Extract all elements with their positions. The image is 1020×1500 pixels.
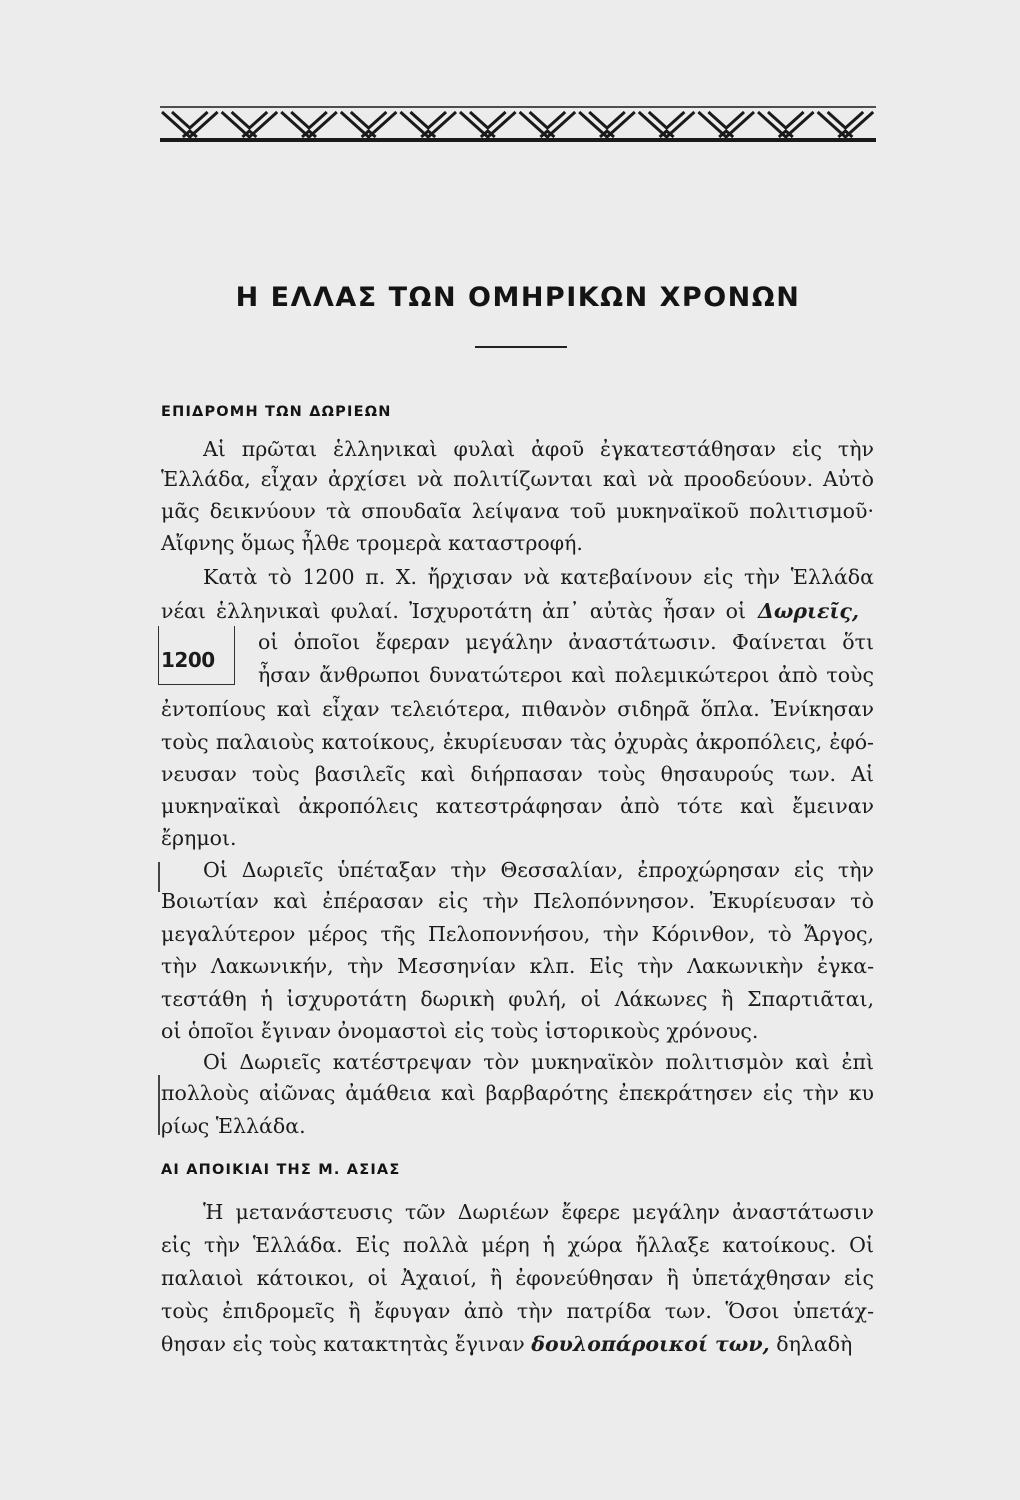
- emphasis-dorians: Δωριεῖς,: [758, 599, 859, 623]
- text-line: μυκηναϊκαὶ ἀκροπόλεις κατεστράφησαν ἀπὸ τότε καὶ ἔμειναν: [161, 794, 874, 818]
- ornament-motif: [639, 112, 695, 137]
- text-line: τὴν Λακωνικήν, τὴν Μεσσηνίαν κλπ. Εἰς τὴν Λακωνικὴν ἐγκα-: [161, 954, 874, 978]
- margin-bar: [158, 862, 160, 892]
- text-line: τοὺς ἐπιδρομεῖς ἢ ἔφυγαν ἀπὸ τὴν πατρίδα των. Ὅσοι ὑπετάχ-: [161, 1299, 874, 1323]
- ornament-motif: [460, 112, 516, 137]
- ornament-motif: [222, 112, 278, 137]
- text-line: ἦσαν ἄνθρωποι δυνατώτεροι καὶ πολεμικώτεροι ἀπὸ τοὺς: [258, 663, 874, 687]
- text-line: μᾶς δεικνύουν τὰ σπουδαῖα λείψανα τοῦ μυκηναϊκοῦ πολιτισμοῦ·: [161, 499, 874, 523]
- ornament-motif: [400, 112, 456, 137]
- ornament-motif: [281, 112, 337, 137]
- margin-bar: [158, 1075, 160, 1135]
- page-title: Η ΕΛΛΑΣ ΤΩΝ ΟΜΗΡΙΚΩΝ ΧΡΟΝΩΝ: [235, 282, 801, 313]
- text-line: μεγαλύτερον μέρος τῆς Πελοποννήσου, τὴν Κόρινθον, τὸ Ἄργος,: [161, 922, 874, 946]
- ornament-motif: [341, 112, 397, 137]
- ornament-motif: [758, 112, 814, 137]
- text-line: Οἱ Δωριεῖς κατέστρεψαν τὸν μυκηναϊκὸν πολιτισμὸν καὶ ἐπὶ: [203, 1050, 874, 1074]
- text-line: Οἱ Δωριεῖς ὑπέταξαν τὴν Θεσσαλίαν, ἐπροχώρησαν εἰς τὴν: [203, 858, 874, 882]
- text-fragment: θησαν εἰς τοὺς κατακτητὰς ἔγιναν: [161, 1332, 525, 1356]
- ornament-motif: [579, 112, 635, 137]
- ornament-motif: [698, 112, 754, 137]
- text-line: οἱ ὁποῖοι ἔφεραν μεγάλην ἀναστάτωσιν. Φαίνεται ὅτι: [258, 630, 874, 654]
- text-line-emphasis: [758, 597, 859, 625]
- text-line: Ἡ μετανάστευσις τῶν Δωριέων ἔφερε μεγάλην ἀναστάτωσιν: [203, 1200, 874, 1224]
- greek-key-ornament: [160, 104, 876, 144]
- text-line: ρίως Ἑλλάδα.: [161, 1114, 306, 1138]
- text-line: παλαιοὶ κάτοικοι, οἱ Ἀχαιοί, ἢ ἐφονεύθησαν ἢ ὑπετάχθησαν εἰς: [161, 1266, 874, 1290]
- text-line: Αἴφνης ὅμως ἦλθε τρομερὰ καταστροφή.: [161, 531, 583, 555]
- text-fragment: δηλαδὴ: [776, 1332, 853, 1356]
- text-line: Κατὰ τὸ 1200 π. Χ. ἤρχισαν νὰ κατεβαίνουν εἰς τὴν Ἑλλάδα: [203, 565, 874, 589]
- text-line: ἐντοπίους καὶ εἶχαν τελειότερα, πιθανὸν σιδηρᾶ ὅπλα. Ἐνίκησαν: [161, 697, 874, 721]
- section-heading-asia-minor-colonies: ΑΙ ΑΠΟΙΚΙΑΙ ΤΗΣ Μ. ΑΣΙΑΣ: [161, 1162, 401, 1178]
- text-line: [161, 1330, 852, 1358]
- ornament-motif: [520, 112, 576, 137]
- text-line: τεστάθη ἡ ἰσχυροτάτη δωρικὴ φυλή, οἱ Λάκωνες ἢ Σπαρτιᾶται,: [161, 987, 874, 1011]
- text-line: Βοιωτίαν καὶ ἐπέρασαν εἰς τὴν Πελοπόννησον. Ἐκυρίευσαν τὸ: [161, 889, 874, 913]
- text-line: πολλοὺς αἰῶνας ἀμάθεια καὶ βαρβαρότης ἐπεκράτησεν εἰς τὴν κυ: [161, 1081, 874, 1105]
- title-rule: [475, 346, 567, 348]
- emphasis-serfs: δουλοπάροικοί των,: [531, 1332, 770, 1356]
- text-line: τοὺς παλαιοὺς κατοίκους, ἐκυρίευσαν τὰς ὀχυρὰς ἀκροπόλεις, ἐφό-: [161, 730, 874, 754]
- section-heading-dorian-invasion: ΕΠΙΔΡΟΜΗ ΤΩΝ ΔΩΡΙΕΩΝ: [161, 404, 392, 420]
- text-line: Αἱ πρῶται ἑλληνικαὶ φυλαὶ ἀφοῦ ἐγκατεστάθησαν εἰς τὴν: [203, 437, 874, 461]
- text-line: εἰς τὴν Ἑλλάδα. Εἰς πολλὰ μέρη ἡ χώρα ἤλλαξε κατοίκους. Οἱ: [161, 1233, 874, 1257]
- text-line: Ἑλλάδα, εἶχαν ἀρχίσει νὰ πολιτίζωνται καὶ νὰ προοδεύουν. Αὐτὸ: [161, 467, 874, 491]
- margin-date: 1200: [161, 648, 215, 672]
- text-line: ἔρημοι.: [161, 826, 237, 850]
- ornament-motif: [162, 112, 218, 137]
- text-line: οἱ ὁποῖοι ἔγιναν ὀνομαστοὶ εἰς τοὺς ἱστορικοὺς χρόνους.: [161, 1019, 759, 1043]
- ornament-motif: [818, 112, 874, 137]
- text-line: νευσαν τοὺς βασιλεῖς καὶ διήρπασαν τοὺς θησαυρούς των. Αἱ: [161, 762, 874, 786]
- text-line: νέαι ἑλληνικαὶ φυλαί. Ἰσχυροτάτη ἀπ᾽ αὐτὰς ἦσαν οἱ: [161, 599, 746, 623]
